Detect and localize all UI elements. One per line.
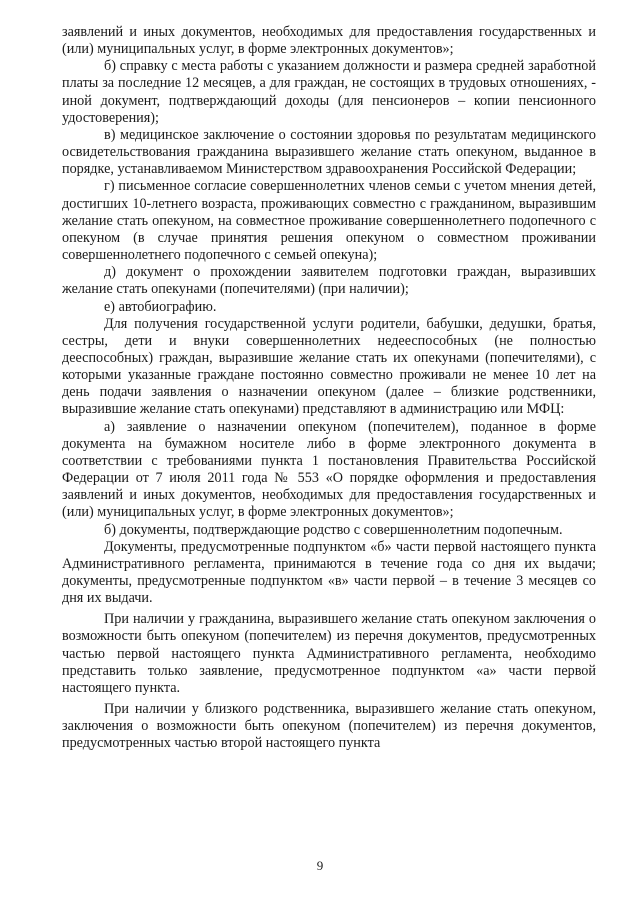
paragraph-item-b-income: б) справку с места работы с указанием должности и размера средней заработной платы за последние 12 месяцев, а для граждан, не состоящих в трудовых отношениях, - иной документ, подтверждающий доходы (для пенсионеров – копии пенсионного удостоверения); — [62, 58, 596, 126]
paragraph-relatives-intro: Для получения государственной услуги родители, бабушки, дедушки, братья, сестры, дети и внуки совершеннолетних недееспособных (не полностью дееспособных) граждан, выразившие желание стать их опекунами (попечителями), с которыми указанные граждане постоянно совместно проживали не менее 10 лет на день подачи заявления о назначении опекуном (далее – близкие родственники, выразившие желание стать опекунами) представляют в администрацию или МФЦ: — [62, 315, 596, 418]
document-body — [62, 24, 596, 753]
paragraph-validity-terms: Документы, предусмотренные подпунктом «б» части первой настоящего пункта Административного регламента, принимаются в течение года со дня их выдачи; документы, предусмотренные подпунктом «в» части первой – в течение 3 месяцев со дня их выдачи. — [62, 538, 596, 607]
paragraph-item-d-training: д) документ о прохождении заявителем подготовки граждан, выразивших желание стать опекунами (попечителями) (при наличии); — [62, 264, 596, 298]
paragraph-item-b-kinship: б) документы, подтверждающие родство с совершеннолетним подопечным. — [104, 521, 563, 538]
paragraph-continuation: заявлений и иных документов, необходимых для предоставления государственных и (или) муниципальных услуг, в форме электронных документов»; — [62, 24, 596, 58]
paragraph-relative-conclusion: При наличии у близкого родственника, выразившего желание стать опекуном, заключения о возможности быть опекуном (попечителем) из перечня документов, предусмотренных частью второй настоящего пункта — [62, 701, 596, 752]
paragraph-item-g-consent: г) письменное согласие совершеннолетних членов семьи с учетом мнения детей, достигших 10-летнего возраста, проживающих совместно с гражданином, выразившим желание стать опекуном, на совместное проживание совершеннолетнего подопечного с опекуном (в случае принятия решения опекуном о совместном проживании совершеннолетнего подопечного с семьей опекуна); — [62, 178, 596, 264]
paragraph-item-a-application: а) заявление о назначении опекуном (попечителем), поданное в форме документа на бумажном носителе либо в форме электронного документа в соответствии с требованиями пункта 1 постановления Правительства Российской Федерации от 7 июля 2011 года № 553 «О порядке оформления и предоставления заявлений и иных документов, необходимых для предоставления государственных и (или) муниципальных услуг, в форме электронных документов»; — [62, 418, 596, 521]
paragraph-existing-conclusion: При наличии у гражданина, выразившего желание стать опекуном заключения о возможности быть опекуном (попечителем) из перечня документов, предусмотренных частью первой настоящего пункта Административного регламента, необходимо представить только заявление, предусмотренное подпунктом «а» части первой настоящего пункта. — [62, 611, 596, 696]
paragraph-item-e-autobiography: е) автобиографию. — [104, 298, 217, 315]
page-number: 9 — [316, 858, 324, 873]
paragraph-item-v-medical: в) медицинское заключение о состоянии здоровья по результатам медицинского освидетельствования гражданина выразившего желание стать опекуном, выданное в порядке, устанавливаемом Министерством здравоохранения Российской Федерации; — [62, 126, 596, 178]
